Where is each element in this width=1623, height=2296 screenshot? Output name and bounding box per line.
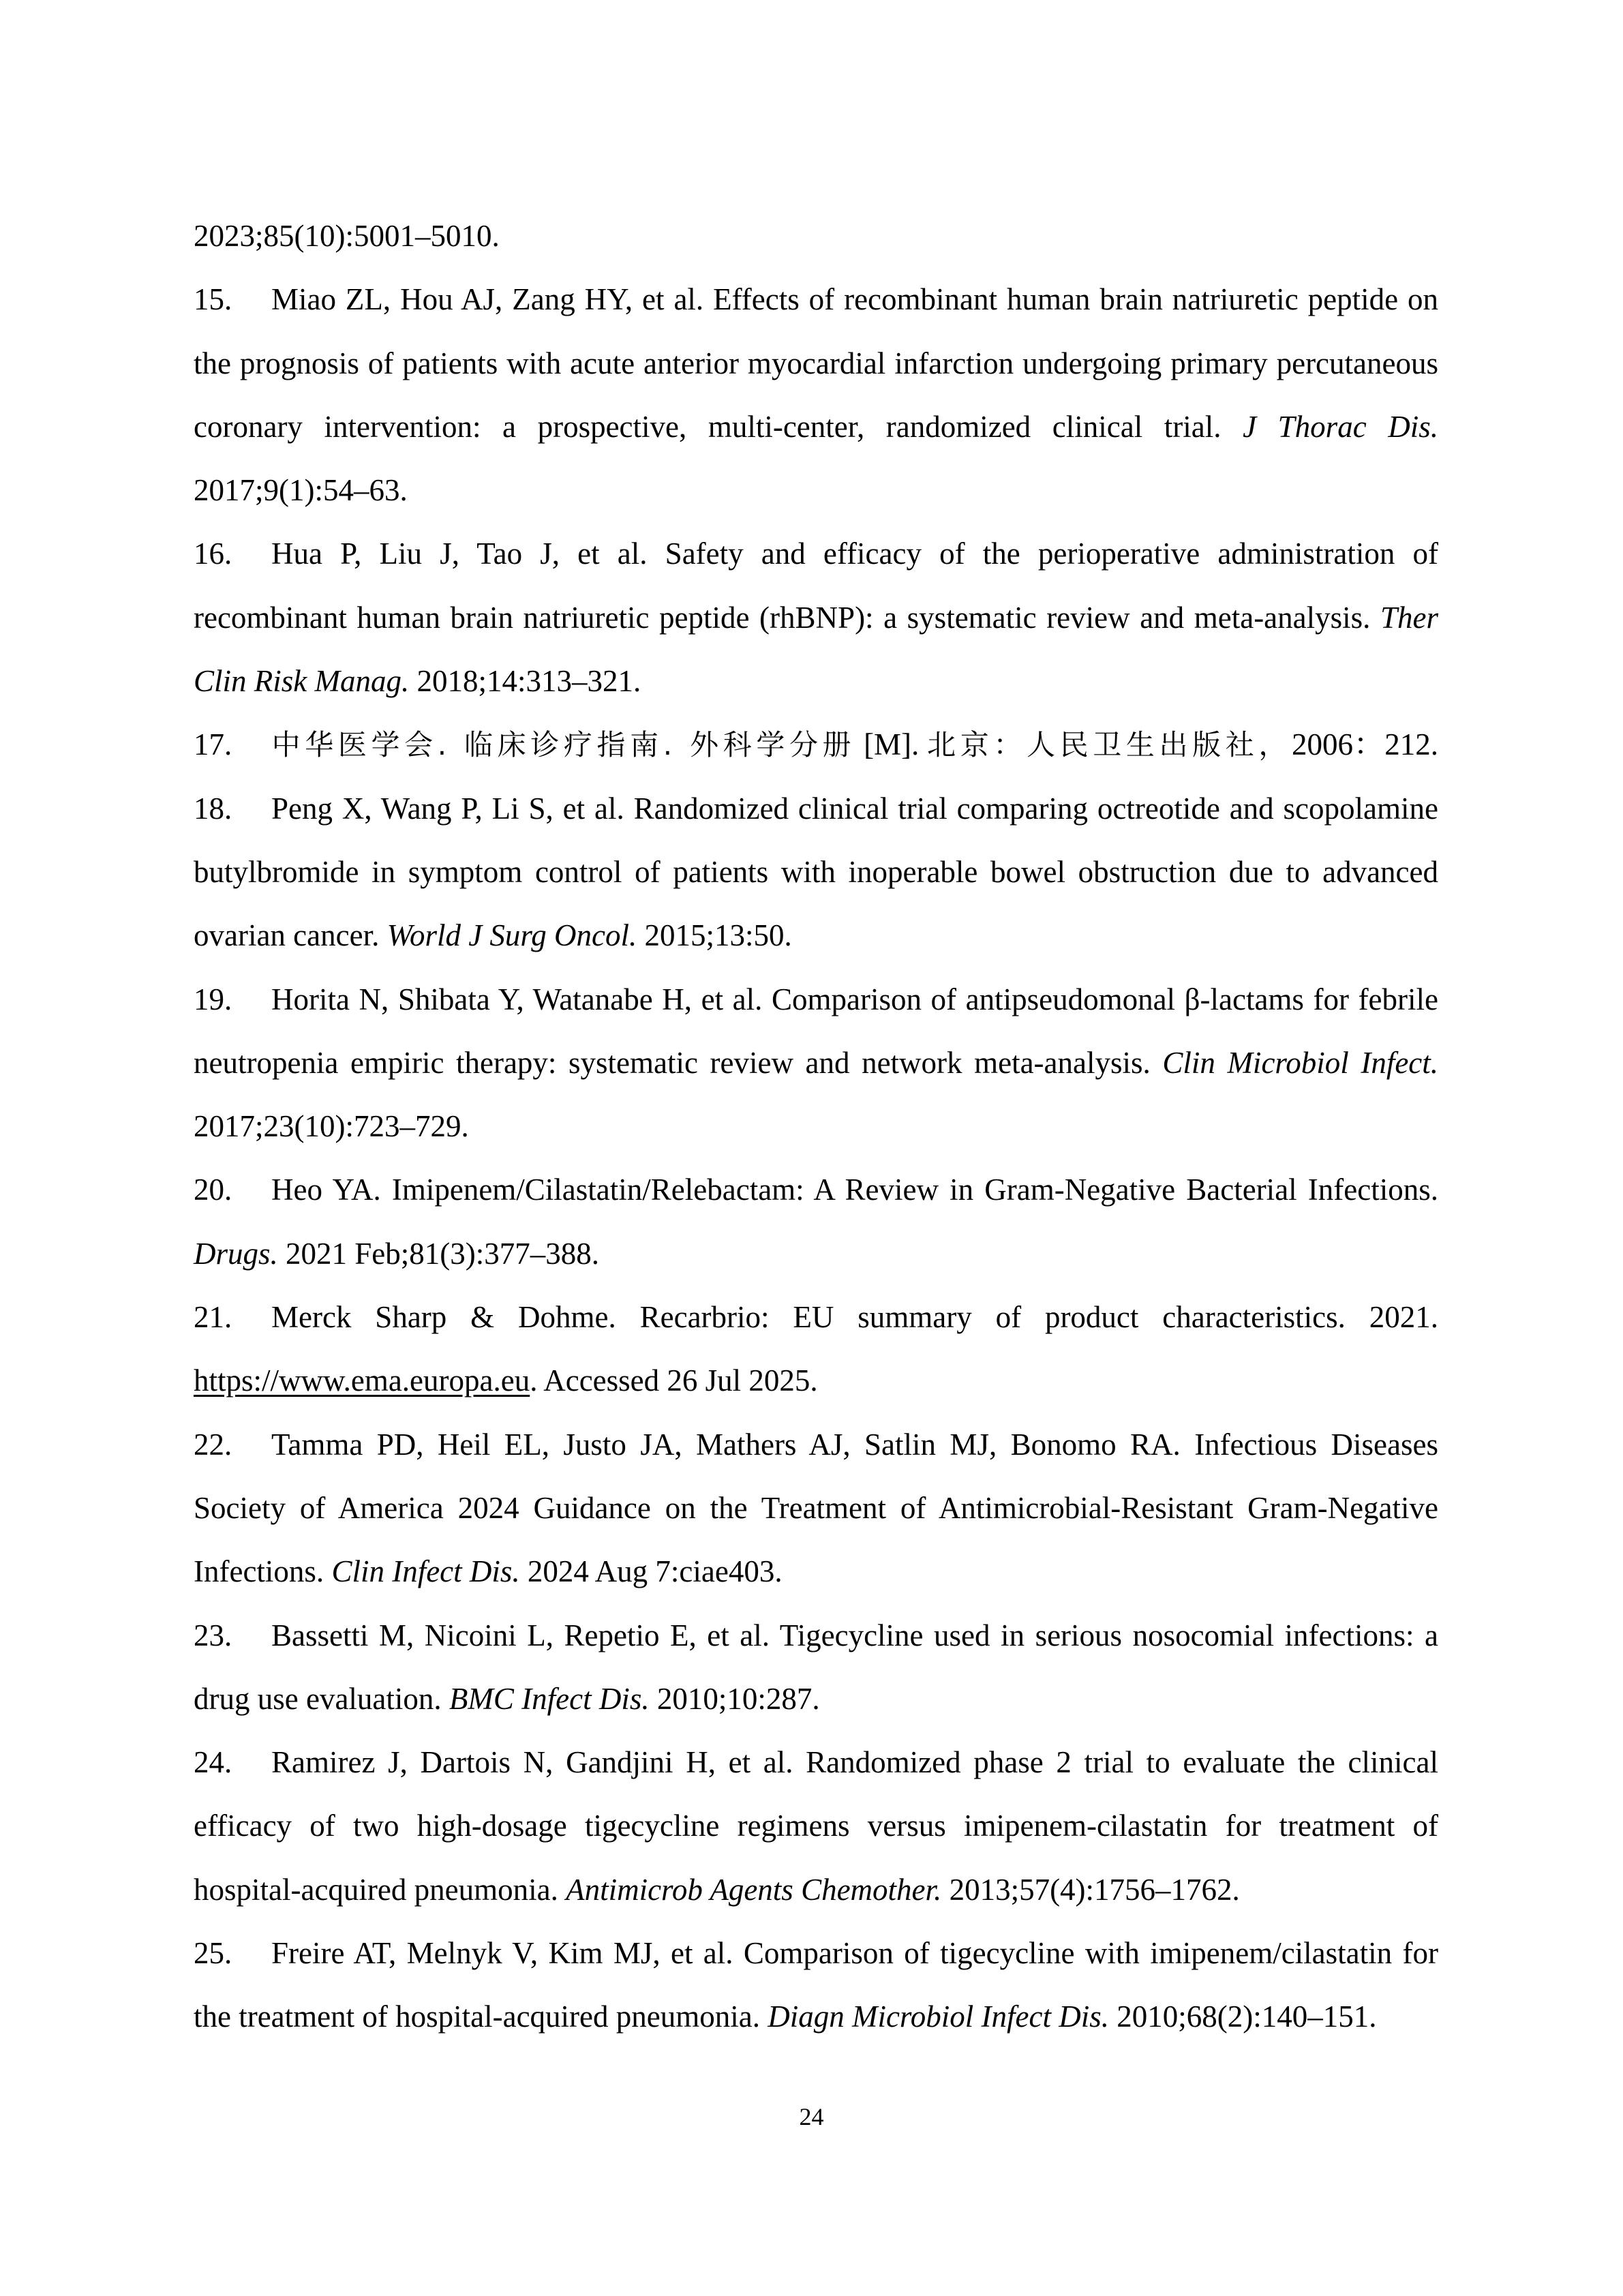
reference-item-15 (194, 268, 1438, 522)
reference-item-25 (194, 1922, 1438, 2049)
reference-list (194, 268, 1438, 2049)
reference-text: Heo YA. Imipenem/Cilastatin/Relebactam: A Review in Gram-Negative Bacterial Infections. (271, 1173, 1438, 1207)
reference-item-23 (194, 1604, 1438, 1732)
reference-text: Peng X, Wang P, Li S, et al. Randomized clinical trial comparing octreotide and scopolamine butylbromide in symptom control of patients with inoperable bowel obstruction due to advanced ovarian cancer. (194, 791, 1438, 953)
reference-continuation: 2023;85(10):5001–5010. (194, 219, 500, 253)
reference-number: 15. (194, 282, 232, 317)
citation-details: 2024 Aug 7:ciae403. (527, 1554, 783, 1589)
journal-title: World J Surg Oncol. (386, 918, 637, 953)
reference-item-18 (194, 777, 1438, 968)
reference-number: 25. (194, 1936, 232, 1971)
reference-text: Merck Sharp & Dohme. Recarbrio: EU summary of product characteristics. 2021. (271, 1300, 1438, 1335)
reference-item-21 (194, 1286, 1438, 1413)
ema-link[interactable]: https://www.ema.europa.eu (194, 1363, 530, 1398)
reference-number: 17. (194, 727, 232, 762)
journal-title: Antimicrob Agents Chemother. (566, 1872, 942, 1907)
journal-title: Diagn Microbiol Infect Dis. (768, 1999, 1109, 2034)
reference-item-16 (194, 522, 1438, 713)
reference-item-24 (194, 1731, 1438, 1922)
reference-number: 21. (194, 1300, 232, 1335)
citation-details: 2015;13:50. (644, 918, 792, 953)
reference-number: 23. (194, 1618, 232, 1652)
journal-title: BMC Infect Dis. (449, 1681, 650, 1716)
reference-item-17 (194, 713, 1438, 776)
citation-details: 2010;10:287. (656, 1681, 820, 1716)
journal-title: J Thorac Dis. (1243, 409, 1439, 444)
reference-item-22 (194, 1413, 1438, 1604)
citation-details: 2010;68(2):140–151. (1117, 1999, 1377, 2034)
citation-details: 2018;14:313–321. (416, 664, 641, 699)
publisher-chinese: 北京：人民卫生出版社， (927, 728, 1292, 762)
reference-page (194, 205, 1438, 2049)
reference-text: Hua P, Liu J, Tao J, et al. Safety and efficacy of the perioperative administration of recombinant human brain natriuretic peptide (rhBNP): a systematic review and meta-analysis. (194, 537, 1438, 635)
reference-text: Bassetti M, Nicoini L, Repetio E, et al. Tigecycline used in serious nosocomial infections: a drug use evaluation. (194, 1618, 1438, 1716)
page-number: 24 (799, 2103, 824, 2130)
reference-text: Freire AT, Melnyk V, Kim MJ, et al. Comparison of tigecycline with imipenem/cilastatin for the treatment of hospital-acquired pneumonia. (194, 1936, 1438, 2034)
reference-item-19 (194, 968, 1438, 1159)
reference-number: 16. (194, 537, 232, 571)
citation-details: . Accessed 26 Jul 2025. (530, 1363, 818, 1398)
reference-number: 20. (194, 1173, 232, 1207)
reference-number: 18. (194, 791, 232, 826)
citation-details: 2017;23(10):723–729. (194, 1109, 469, 1144)
reference-number: 22. (194, 1427, 232, 1462)
citation-details: 2017;9(1):54–63. (194, 473, 408, 508)
reference-item-20 (194, 1158, 1438, 1286)
journal-title: Clin Infect Dis. (331, 1554, 520, 1589)
citation-details: 2006：212. (1292, 727, 1438, 762)
citation-details: 2013;57(4):1756–1762. (949, 1872, 1240, 1907)
reference-number: 24. (194, 1745, 232, 1780)
reference-text: Tamma PD, Heil EL, Justo JA, Mathers AJ, Satlin MJ, Bonomo RA. Infectious Diseases Society of America 2024 Guidance on the Treatment of Antimicrobial-Resistant Gram-Negative Infections. (194, 1427, 1438, 1589)
reference-text: Miao ZL, Hou AJ, Zang HY, et al. Effects of recombinant human brain natriuretic peptide on the prognosis of patients with acute anterior myocardial infarction undergoing primary percutaneous coronary intervention: a prospective, multi-center, randomized clinical trial. (194, 282, 1438, 444)
journal-title: Clin Microbiol Infect. (1162, 1045, 1439, 1080)
reference-text: Horita N, Shibata Y, Watanabe H, et al. Comparison of antipseudomonal β-lactams for febrile neutropenia empiric therapy: systematic review and network meta-analysis. (194, 982, 1438, 1080)
reference-text: Ramirez J, Dartois N, Gandjini H, et al. Randomized phase 2 trial to evaluate the clinical efficacy of two high-dosage tigecycline regimens versus imipenem-cilastatin for treatment of hospital-acquired pneumonia. (194, 1745, 1438, 1907)
reference-text-chinese: 中华医学会. 临床诊疗指南. 外科学分册 (271, 728, 856, 762)
reference-type-marker: [M]. (864, 727, 920, 762)
journal-title: Ther Clin Risk Manag. (194, 600, 1438, 699)
citation-details: 2021 Feb;81(3):377–388. (286, 1236, 600, 1271)
journal-title: Drugs. (194, 1236, 278, 1271)
reference-number: 19. (194, 982, 232, 1016)
